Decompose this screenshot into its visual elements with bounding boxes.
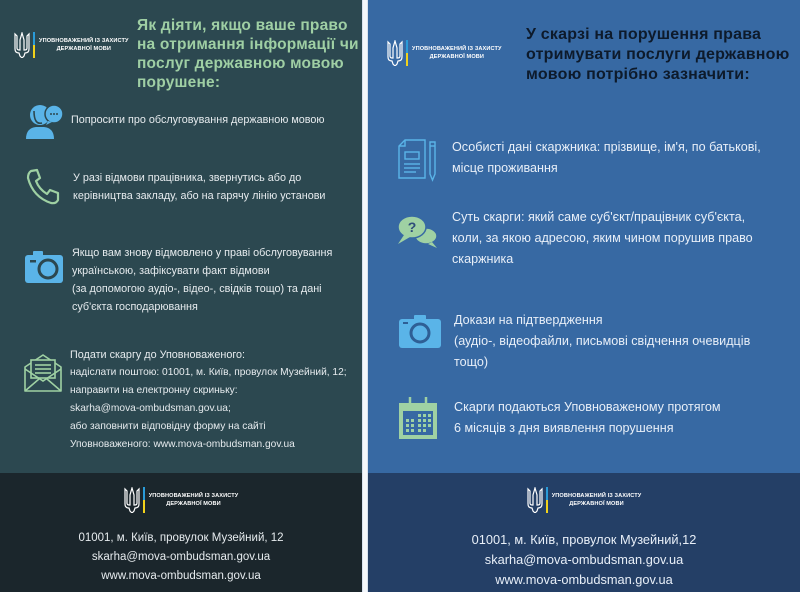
item-text-line: У разі відмови працівника, звернутись або до — [73, 172, 302, 184]
item-text-line: (аудіо-, відеофайли, письмові свідчення очевидців — [454, 334, 751, 348]
logo-line-1: УПОВНОВАЖЕНИЙ ІЗ ЗАХИСТУ — [551, 493, 642, 499]
item-text-line: керівництва закладу, або на гарячу лінію установи — [73, 190, 326, 202]
ombudsman-logo — [14, 32, 129, 58]
footer-address: 01001, м. Київ, провулок Музейний,12 — [471, 532, 697, 547]
right-item-complaint-essence — [396, 208, 753, 270]
website-link[interactable]: Уповноваженого: www.mova-ombudsman.gov.ua — [70, 439, 295, 450]
trident-icon — [124, 487, 140, 513]
logo-line-1: УПОВНОВАЖЕНИЙ ІЗ ЗАХИСТУ — [39, 38, 129, 44]
flag-bar — [143, 487, 145, 513]
item-text-line: коли, за якою адресою, яким чином порушив право — [452, 231, 753, 245]
question-chat-icon — [396, 214, 438, 250]
right-item-personal-data — [397, 138, 761, 182]
item-text-line: Особисті дані скаржника: прізвище, ім'я, по батькові, — [452, 140, 761, 154]
flag-bar — [546, 487, 548, 513]
support-agent-icon — [22, 101, 66, 141]
item-text-line: Подати скаргу до Уповноваженого: — [70, 349, 246, 361]
document-pencil-icon — [397, 138, 439, 182]
footer-email[interactable]: skarha@mova-ombudsman.gov.ua — [91, 551, 271, 563]
item-text-line: або заповнити відповідну форму на сайті — [70, 421, 266, 432]
logo-line-1: УПОВНОВАЖЕНИЙ ІЗ ЗАХИСТУ — [412, 46, 502, 52]
left-item-ask-service — [22, 101, 325, 141]
trident-icon — [14, 32, 30, 58]
item-text-line: скаржника — [452, 252, 514, 266]
logo-line-2: ДЕРЖАВНОЇ МОВИ — [429, 54, 485, 60]
calendar-icon — [398, 395, 438, 441]
item-text-line: Скарги подаються Уповноваженому протягом — [454, 400, 721, 414]
flag-bar — [33, 32, 35, 58]
right-item-deadline — [398, 395, 721, 441]
right-item-evidence — [398, 311, 750, 373]
svg-text:?: ? — [407, 219, 417, 235]
item-text-line: Попросити про обслуговування державною мовою — [71, 114, 325, 126]
camera-icon — [398, 314, 442, 350]
item-text-line: Якщо вам знову відмовлено у праві обслуговування — [72, 247, 333, 259]
logo-line-2: ДЕРЖАВНОЇ МОВИ — [569, 501, 624, 507]
logo-line-1: УПОВНОВАЖЕНИЙ ІЗ ЗАХИСТУ — [148, 493, 239, 499]
right-title: У скарзі на порушення права отримувати послуги державною мовою потрібно зазначити: — [526, 26, 790, 83]
right-infographic-panel — [368, 0, 800, 592]
item-text-line: 6 місяців з дня виявлення порушення — [454, 421, 674, 435]
footer-website[interactable]: www.mova-ombudsman.gov.ua — [101, 570, 261, 582]
left-item-record-refusal — [24, 243, 332, 316]
item-text-line: (за допомогою аудіо-, відео-, свідків тощо) та дані — [72, 283, 322, 295]
item-text-line: українською, зафіксувати факт відмови — [72, 265, 270, 277]
footer-email[interactable]: skarha@mova-ombudsman.gov.ua — [484, 552, 684, 567]
item-text-line: тощо) — [454, 355, 489, 369]
ombudsman-logo — [124, 487, 239, 513]
email-link[interactable]: skarha@mova-ombudsman.gov.ua; — [70, 403, 231, 414]
ombudsman-logo — [387, 40, 502, 66]
trident-icon — [387, 40, 403, 66]
trident-icon — [527, 487, 543, 513]
item-text-line: Докази на підтвердження — [454, 313, 603, 327]
left-infographic-panel — [0, 0, 362, 592]
phone-icon — [25, 167, 65, 207]
right-footer — [368, 473, 800, 592]
camera-icon — [24, 249, 64, 289]
item-text-line: місце проживання — [452, 161, 558, 175]
logo-line-2: ДЕРЖАВНОЇ МОВИ — [56, 46, 112, 52]
item-text-line: направити на електронну скриньку: — [70, 385, 238, 396]
left-item-contact-management — [25, 167, 325, 207]
envelope-letter-icon — [23, 351, 63, 393]
logo-line-2: ДЕРЖАВНОЇ МОВИ — [166, 501, 221, 507]
footer-website[interactable]: www.mova-ombudsman.gov.ua — [495, 572, 673, 587]
item-text-line: Суть скарги: який саме суб'єкт/працівник суб'єкта, — [452, 210, 746, 224]
ombudsman-logo — [527, 487, 642, 513]
left-footer — [0, 473, 362, 592]
item-text-line: суб'єкта господарювання — [72, 301, 198, 313]
left-item-submit-complaint — [23, 347, 347, 454]
left-title: Як діяти, якщо ваше право на отримання інформації чи послуг державною мовою порушене: — [137, 17, 359, 91]
item-text-line: надіслати поштою: 01001, м. Київ, провулок Музейний, 12; — [70, 367, 347, 378]
footer-address: 01001, м. Київ, провулок Музейний, 12 — [78, 532, 284, 544]
flag-bar — [406, 40, 408, 66]
